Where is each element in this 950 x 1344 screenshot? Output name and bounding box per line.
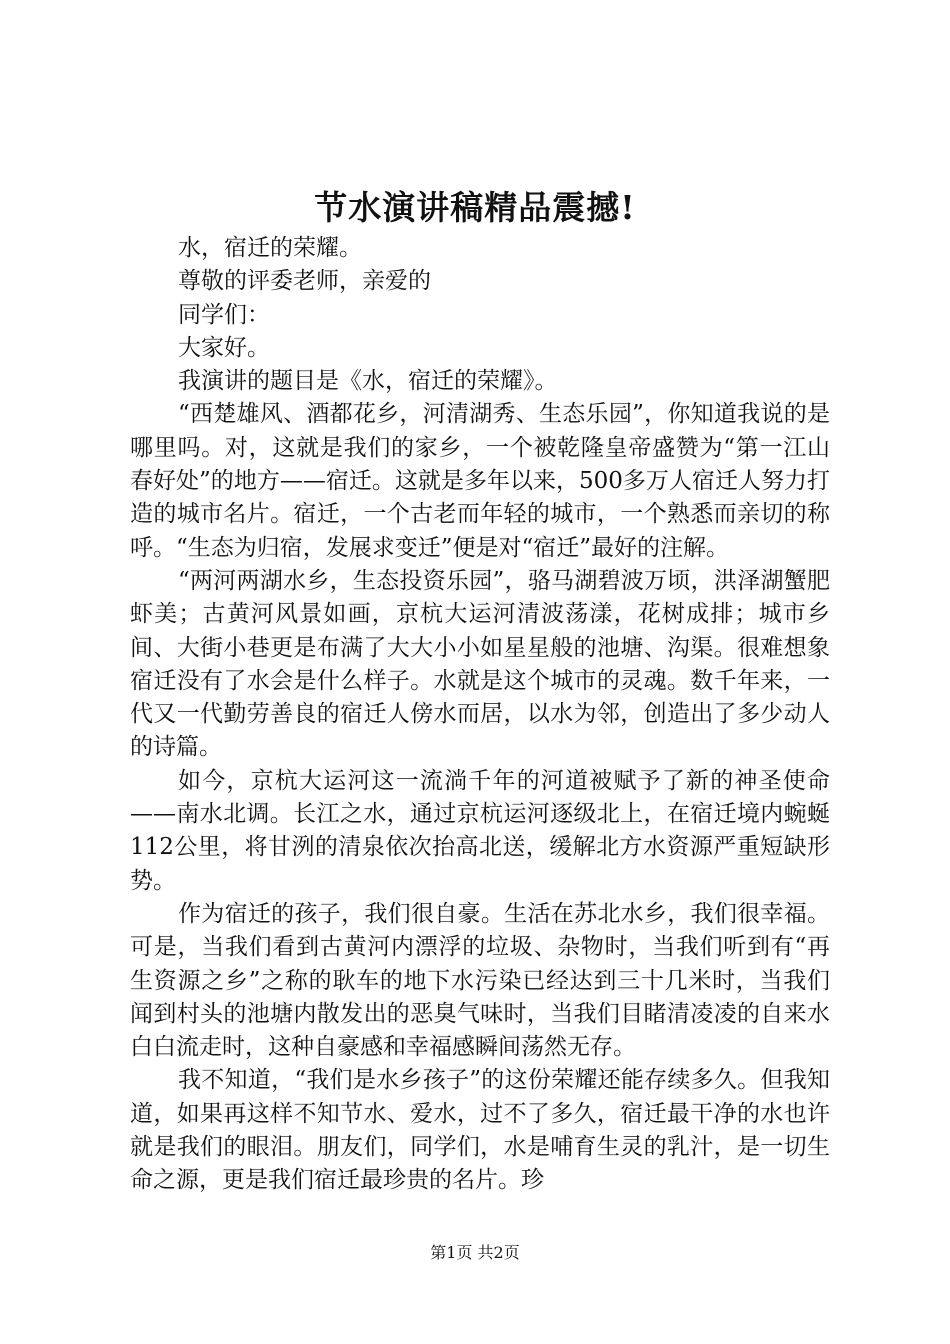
page-number-footer: 第1页 共2页 <box>430 1243 520 1262</box>
document-body <box>130 232 830 1198</box>
paragraph: 水，宿迁的荣耀。 <box>178 235 362 261</box>
paragraph: 大家好。 <box>178 334 270 361</box>
paragraph: 我不知道，“我们是水乡孩子”的这份荣耀还能存续多久。但我知道，如果再这样不知节水、爱水，过不了多久，宿迁最干净的水也许就是我们的眼泪。朋友们，同学们，水是哺育生灵的乳汁，是一切生命之源，更是我们宿迁最珍贵的名片。珍 <box>130 1067 830 1194</box>
paragraph: “西楚雄风、酒都花乡，河清湖秀、生态乐园”，你知道我说的是哪里吗。对，这就是我们的家乡，一个被乾隆皇帝盛赞为“第一江山春好处”的地方——宿迁。这就是多年以来，500多万人宿迁人努力打造的城市名片。宿迁，一个古老而年轻的城市，一个熟悉而亲切的称呼。“生态为归宿，发展求变迁”便是对“宿迁”最好的注解。 <box>130 401 830 561</box>
paragraph: “两河两湖水乡，生态投资乐园”，骆马湖碧波万顷，洪泽湖蟹肥虾美；古黄河风景如画，京杭大运河清波荡漾，花树成排；城市乡间、大街小巷更是布满了大大小小如星星般的池塘、沟渠。很难想象宿迁没有了水会是什么样子。水就是这个城市的灵魂。数千年来，一代又一代勤劳善良的宿迁人傍水而居，以水为邻，创造出了多少动人的诗篇。 <box>130 567 830 761</box>
paragraph: 我演讲的题目是《水，宿迁的荣耀》。 <box>178 368 558 395</box>
paragraph: 同学们： <box>178 301 270 328</box>
paragraph: 如今，京杭大运河这一流淌千年的河道被赋予了新的神圣使命——南水北调。长江之水，通过京杭运河逐级北上，在宿迁境内蜿蜒112公里，将甘洌的清泉依次抬高北送，缓解北方水资源严重短缺形势。 <box>130 767 830 894</box>
document-title: 节水演讲稿精品震撼! <box>314 188 636 227</box>
paragraph: 尊敬的评委老师，亲爱的 <box>178 268 431 295</box>
paragraph: 作为宿迁的孩子，我们很自豪。生活在苏北水乡，我们很幸福。可是，当我们看到古黄河内漂浮的垃圾、杂物时，当我们听到有“再生资源之乡”之称的耿车的地下水污染已经达到三十几米时，当我们闻到村头的池塘内散发出的恶臭气味时，当我们目睹清凌凌的自来水白白流走时，这种自豪感和幸福感瞬间荡然无存。 <box>130 900 830 1061</box>
